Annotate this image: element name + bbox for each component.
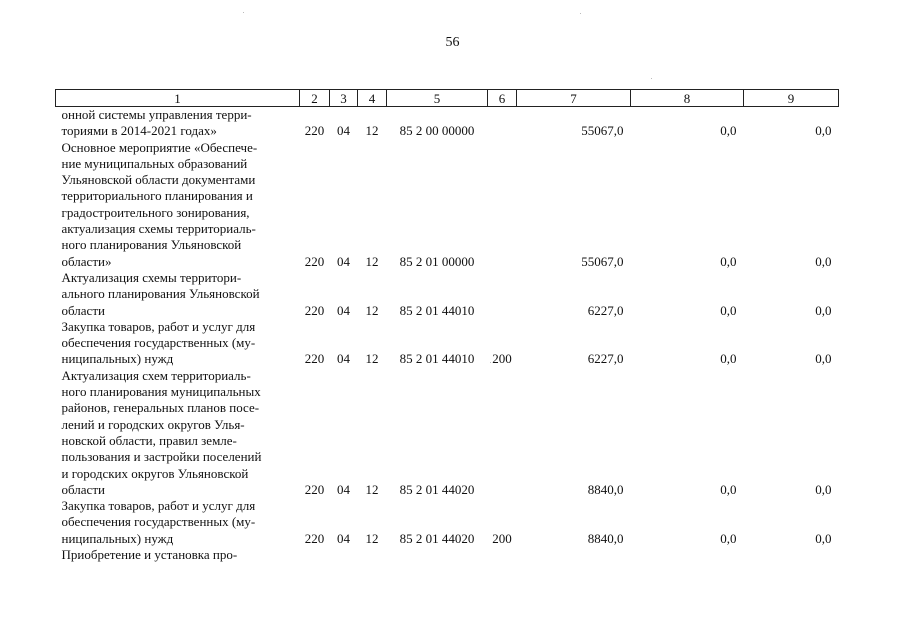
row-col-9: 0,0 — [815, 481, 832, 497]
row-col-5: 85 2 01 00000 — [399, 253, 475, 269]
row-col-9: 0,0 — [815, 253, 832, 269]
header-col-2: 2 — [300, 90, 330, 107]
table-row — [56, 547, 839, 563]
row-col-8: 0,0 — [720, 253, 737, 269]
header-col-9: 9 — [744, 90, 839, 107]
row-col-7: 55067,0 — [581, 123, 624, 139]
row-description: Актуализация схем территориаль- ного планирования муниципальных районов, генеральных планов посе- лений и городских округов Улья- новской области, правил земле- пользования и застройки поселений и городских округов Ульяновской области — [61, 367, 262, 497]
table-row — [56, 107, 839, 140]
row-description: онной системы управления терри- ториями в 2014-2021 годах» — [61, 107, 252, 139]
row-col-6 — [488, 270, 517, 319]
row-col-6 — [488, 368, 517, 498]
row-col-9: 0,0 — [815, 530, 832, 546]
row-col-3: 04 — [337, 302, 350, 318]
row-description: Закупка товаров, работ и услуг для обеспечения государственных (му- ниципальных) нужд — [61, 498, 256, 546]
row-col-2: 220 — [304, 481, 325, 497]
budget-table — [55, 89, 839, 563]
row-col-7: 6227,0 — [587, 302, 624, 318]
table-header — [56, 90, 839, 107]
table-row — [56, 368, 839, 498]
row-col-6 — [488, 107, 517, 140]
row-col-2: 220 — [304, 253, 325, 269]
row-col-2: 220 — [304, 123, 325, 139]
row-col-7: 8840,0 — [587, 530, 624, 546]
row-col-2: 220 — [304, 302, 325, 318]
row-col-2 — [300, 547, 330, 563]
row-col-8: 0,0 — [720, 123, 737, 139]
row-col-8 — [631, 547, 744, 563]
row-col-5: 85 2 01 44010 — [399, 351, 475, 367]
row-col-7 — [517, 547, 631, 563]
row-description: Приобретение и установка про- — [61, 547, 238, 563]
row-col-7: 6227,0 — [587, 351, 624, 367]
scan-speck — [580, 13, 581, 14]
row-col-4: 12 — [365, 123, 379, 139]
row-col-4: 12 — [365, 351, 379, 367]
header-col-7: 7 — [517, 90, 631, 107]
table-row — [56, 140, 839, 270]
header-col-5: 5 — [387, 90, 488, 107]
row-col-4 — [358, 547, 387, 563]
row-col-6: 200 — [492, 530, 512, 546]
row-col-8: 0,0 — [720, 530, 737, 546]
row-col-4: 12 — [365, 481, 379, 497]
page-number: 56 — [445, 35, 460, 50]
row-col-3 — [330, 547, 358, 563]
row-col-6 — [488, 547, 517, 563]
row-col-3: 04 — [337, 351, 350, 367]
row-col-5: 85 2 01 44020 — [399, 481, 475, 497]
row-col-5 — [387, 547, 488, 563]
table-body — [56, 107, 839, 564]
row-col-6: 200 — [492, 351, 512, 367]
row-description: Основное мероприятие «Обеспече- ние муниципальных образований Ульяновской области документами территориального планирования и градостроительного зонирования, актуализация схемы территориаль- ного планирования Ульяновской области» — [61, 139, 258, 269]
header-col-4: 4 — [358, 90, 387, 107]
row-col-7: 55067,0 — [581, 253, 624, 269]
table-row — [56, 319, 839, 368]
table-row — [56, 270, 839, 319]
row-col-5: 85 2 01 44020 — [399, 530, 475, 546]
row-col-9: 0,0 — [815, 302, 832, 318]
row-description: Актуализация схемы территори- ального планирования Ульяновской области — [61, 269, 260, 318]
row-col-6 — [488, 140, 517, 270]
row-col-9 — [744, 547, 839, 563]
scan-speck — [243, 12, 244, 13]
header-col-8: 8 — [631, 90, 744, 107]
row-col-4: 12 — [365, 530, 379, 546]
row-col-3: 04 — [337, 253, 350, 269]
row-col-9: 0,0 — [815, 351, 832, 367]
row-col-8: 0,0 — [720, 481, 737, 497]
row-col-4: 12 — [365, 302, 379, 318]
table-row — [56, 498, 839, 547]
column-number-row — [56, 90, 839, 107]
row-col-2: 220 — [304, 351, 325, 367]
row-col-3: 04 — [337, 481, 350, 497]
header-col-6: 6 — [488, 90, 517, 107]
row-col-8: 0,0 — [720, 351, 737, 367]
row-col-7: 8840,0 — [587, 481, 624, 497]
row-col-3: 04 — [337, 530, 350, 546]
scan-speck — [490, 362, 491, 363]
row-col-5: 85 2 00 00000 — [399, 123, 475, 139]
row-description: Закупка товаров, работ и услуг для обеспечения государственных (му- ниципальных) нужд — [61, 318, 256, 367]
header-col-3: 3 — [330, 90, 358, 107]
row-col-3: 04 — [337, 123, 350, 139]
row-col-4: 12 — [365, 253, 379, 269]
row-col-8: 0,0 — [720, 302, 737, 318]
row-col-2: 220 — [304, 530, 325, 546]
scan-speck — [651, 78, 652, 79]
row-col-5: 85 2 01 44010 — [399, 302, 475, 318]
row-col-9: 0,0 — [815, 123, 832, 139]
header-col-1: 1 — [56, 90, 300, 107]
